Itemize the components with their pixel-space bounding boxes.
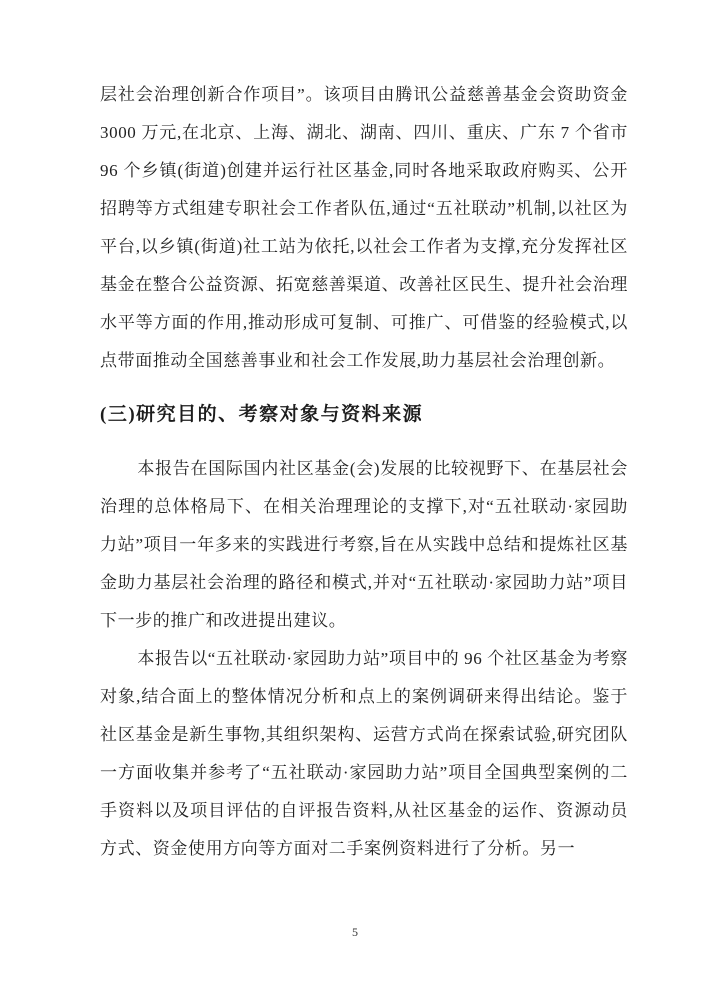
paragraph-continued-from-previous-page: 层社会治理创新合作项目”。该项目由腾讯公益慈善基金会资助资金 3000 万元,在北京、上海、湖北、湖南、四川、重庆、广东 7 个省市 96 个乡镇(街道)创建并运行社区基金,同时各地采取政府购买、公开招聘等方式组建专职社会工作者队伍,通过“五社联动”机制,以社区为平台,以乡镇(街道)社工站为依托,以社会工作者为支撑,充分发挥社区基金在整合公益资源、拓宽慈善渠道、改善社区民生、提升社会治理水平等方面的作用,推动形成可复制、可推广、可借鉴的经验模式,以点带面推动全国慈善事业和社会工作发展,助力基层社会治理创新。	[100, 85, 628, 370]
section-heading: (三)研究目的、考察对象与资料来源	[100, 404, 424, 425]
page-number: 5	[352, 925, 358, 939]
paragraph-research-aims: 本报告在国际国内社区基金(会)发展的比较视野下、在基层社会治理的总体格局下、在相关治理理论的支撑下,对“五社联动·家园助力站”项目一年多来的实践进行考察,旨在从实践中总结和提炼社区基金助力基层社会治理的路径和模式,并对“五社联动·家园助力站”项目下一步的推广和改进提出建议。	[100, 459, 628, 630]
paragraph-research-method: 本报告以“五社联动·家园助力站”项目中的 96 个社区基金为考察对象,结合面上的整体情况分析和点上的案例调研来得出结论。鉴于社区基金是新生事物,其组织架构、运营方式尚在探索试验,研究团队一方面收集并参考了“五社联动·家园助力站”项目全国典型案例的二手资料以及项目评估的自评报告资料,从社区基金的运作、资源动员方式、资金使用方向等方面对二手案例资料进行了分析。另一	[100, 649, 628, 858]
page-content	[100, 76, 628, 868]
